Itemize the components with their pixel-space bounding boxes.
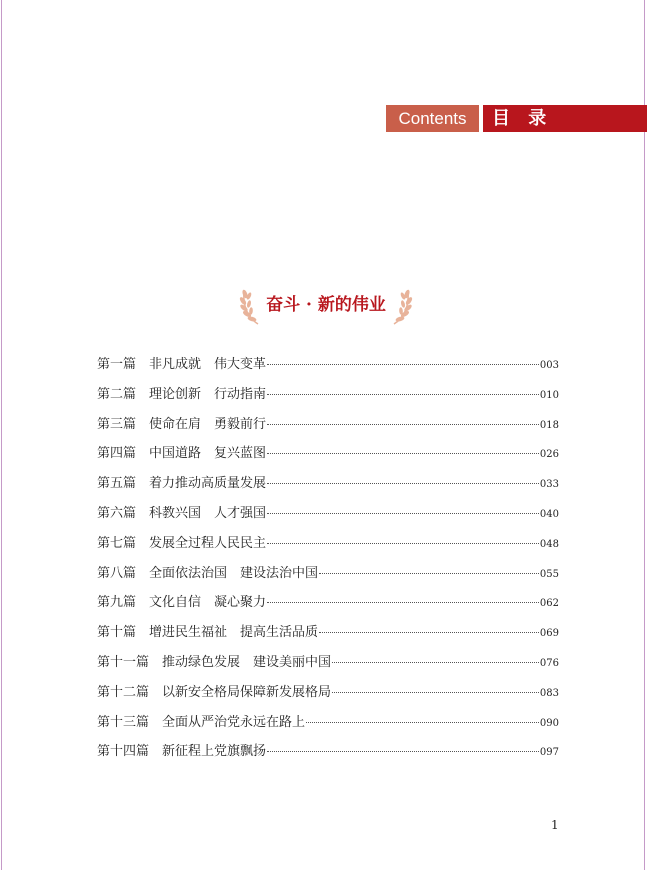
toc-dot-leader — [267, 364, 539, 365]
toc-entry-title: 第十一篇 推动绿色发展 建设美丽中国 — [97, 654, 332, 670]
toc-entry-title: 第七篇 发展全过程人民民主 — [97, 535, 267, 551]
toc-entry[interactable] — [97, 621, 559, 651]
toc-dot-leader — [319, 632, 539, 633]
page-number: 1 — [551, 818, 559, 832]
toc-entry-page: 033 — [539, 479, 559, 491]
toc-entry-title: 第四篇 中国道路 复兴蓝图 — [97, 446, 267, 462]
toc-dot-leader — [267, 483, 539, 484]
toc-entry-page: 062 — [539, 598, 559, 610]
toc-dot-leader — [306, 722, 539, 723]
toc-entry[interactable] — [97, 591, 559, 621]
toc-entry-title: 第一篇 非凡成就 伟大变革 — [97, 357, 267, 372]
toc-dot-leader — [267, 513, 539, 514]
contents-heading-zh: 目 录 — [483, 105, 647, 132]
toc-entry[interactable] — [97, 681, 559, 711]
toc-entry[interactable] — [97, 711, 559, 741]
toc-dot-leader — [319, 573, 539, 574]
toc-entry-title: 第六篇 科教兴国 人才强国 — [97, 505, 267, 521]
toc-entry-title: 第二篇 理论创新 行动指南 — [97, 386, 267, 402]
page-border-left — [1, 0, 2, 870]
toc-entry[interactable] — [97, 740, 559, 770]
toc-entry-page: 040 — [539, 508, 559, 520]
toc-dot-leader — [332, 662, 539, 663]
contents-heading-en: Contents — [386, 105, 479, 132]
toc-entry[interactable] — [97, 651, 559, 681]
toc-entry-page: 003 — [539, 360, 559, 371]
toc-dot-leader — [267, 453, 539, 454]
toc-entry-title: 第十四篇 新征程上党旗飘扬 — [97, 744, 267, 760]
table-of-contents — [97, 353, 559, 770]
toc-entry[interactable] — [97, 562, 559, 592]
toc-entry-page: 090 — [539, 717, 559, 729]
toc-entry-title: 第十三篇 全面从严治党永远在路上 — [97, 714, 306, 730]
section-title-block — [236, 284, 416, 328]
toc-entry-title: 第五篇 着力推动高质量发展 — [97, 476, 267, 492]
toc-entry-page: 055 — [539, 568, 559, 580]
toc-entry[interactable] — [97, 353, 559, 383]
toc-entry-page: 097 — [539, 747, 559, 759]
toc-entry-title: 第十篇 增进民生福祉 提高生活品质 — [97, 625, 319, 641]
laurel-left-icon — [236, 284, 264, 328]
toc-dot-leader — [267, 424, 539, 425]
toc-entry[interactable] — [97, 502, 559, 532]
laurel-right-icon — [388, 284, 416, 328]
toc-dot-leader — [267, 543, 539, 544]
toc-dot-leader — [267, 394, 539, 395]
section-title: 奋斗 · 新的伟业 — [266, 295, 386, 315]
toc-dot-leader — [332, 692, 539, 693]
toc-dot-leader — [267, 751, 539, 752]
toc-entry[interactable] — [97, 532, 559, 562]
toc-entry-page: 048 — [539, 538, 559, 550]
toc-entry-page: 083 — [539, 687, 559, 699]
toc-entry-page: 069 — [539, 628, 559, 640]
toc-entry-title: 第三篇 使命在肩 勇毅前行 — [97, 416, 267, 432]
toc-entry-page: 018 — [539, 419, 559, 431]
toc-dot-leader — [267, 602, 539, 603]
toc-entry-title: 第九篇 文化自信 凝心聚力 — [97, 595, 267, 611]
toc-entry[interactable] — [97, 472, 559, 502]
toc-entry-page: 026 — [539, 449, 559, 461]
toc-entry-page: 010 — [539, 389, 559, 401]
toc-entry-title: 第十二篇 以新安全格局保障新发展格局 — [97, 684, 332, 700]
toc-entry-title: 第八篇 全面依法治国 建设法治中国 — [97, 565, 319, 581]
toc-entry[interactable] — [97, 383, 559, 413]
toc-entry[interactable] — [97, 413, 559, 443]
toc-entry-page: 076 — [539, 657, 559, 669]
toc-entry[interactable] — [97, 442, 559, 472]
